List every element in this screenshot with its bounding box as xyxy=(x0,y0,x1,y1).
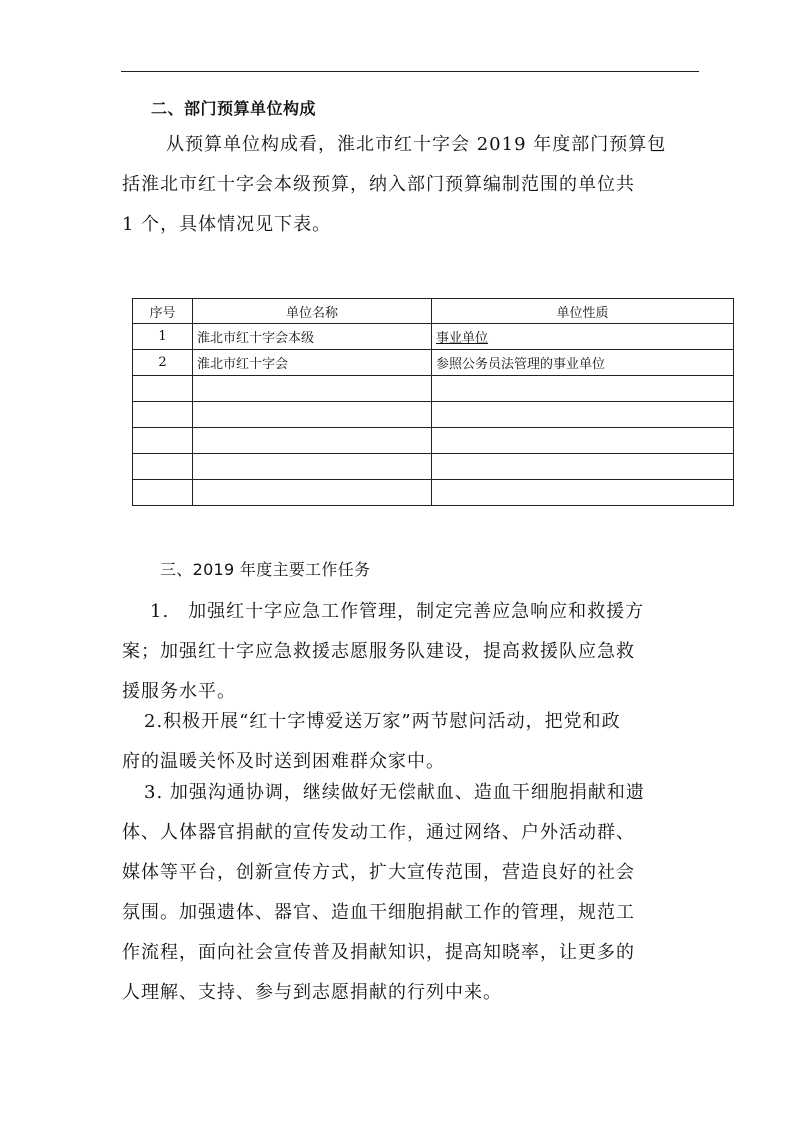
row-unit-name: 淮北市红十字会 xyxy=(193,350,432,376)
row-unit-name xyxy=(193,402,432,428)
paragraph-line: 括淮北市红十字会本级预算，纳入部门预算编制范围的单位共 xyxy=(122,174,635,195)
row-unit-name xyxy=(193,376,432,402)
row-index xyxy=(133,376,193,402)
budget-units-table xyxy=(132,298,734,506)
header-rule xyxy=(121,71,699,72)
table-header-row xyxy=(133,299,734,324)
paragraph-line: 2.积极开展“红十字博爱送万家”两节慰问活动，把党和政 xyxy=(144,711,621,732)
paragraph-line: 府的温暖关怀及时送到困难群众家中。 xyxy=(122,751,445,772)
row-index xyxy=(133,428,193,454)
table-row xyxy=(133,350,734,376)
task-item-1 xyxy=(122,592,702,712)
section3-heading: 三、2019 年度主要工作任务 xyxy=(160,560,371,579)
paragraph-line: 作流程，面向社会宣传普及捐献知识，提高知晓率，让更多的 xyxy=(122,942,635,963)
row-unit-type xyxy=(432,324,734,350)
table-row xyxy=(133,402,734,428)
section2-heading: 二、部门预算单位构成 xyxy=(151,99,317,118)
row-index: 2 xyxy=(133,350,193,376)
section2-paragraph xyxy=(122,125,702,245)
table-row xyxy=(133,376,734,402)
row-unit-name xyxy=(193,428,432,454)
row-unit-type: 参照公务员法管理的事业单位 xyxy=(432,350,734,376)
col-header-unit-name: 单位名称 xyxy=(193,299,432,324)
unit-type-link: 事业单位 xyxy=(436,331,489,346)
paragraph-line: 1. 加强红十字应急工作管理，制定完善应急响应和救援方 xyxy=(150,601,645,622)
row-unit-name xyxy=(193,480,432,506)
row-index xyxy=(133,454,193,480)
table-row xyxy=(133,454,734,480)
paragraph-line: 媒体等平台，创新宣传方式，扩大宣传范围，营造良好的社会 xyxy=(122,862,635,883)
paragraph-line: 1 个，具体情况见下表。 xyxy=(122,214,332,235)
row-unit-type xyxy=(432,480,734,506)
col-header-index: 序号 xyxy=(133,299,193,324)
paragraph-line: 3. 加强沟通协调，继续做好无偿献血、造血干细胞捐献和遗 xyxy=(144,782,645,803)
row-unit-type xyxy=(432,428,734,454)
paragraph-line: 体、人体器官捐献的宣传发动工作，通过网络、户外活动群、 xyxy=(122,822,635,843)
paragraph-line: 案；加强红十字应急救援志愿服务队建设，提高救援队应急救 xyxy=(122,641,635,662)
paragraph-line: 人理解、支持、参与到志愿捐献的行列中来。 xyxy=(122,982,502,1003)
row-index xyxy=(133,480,193,506)
col-header-unit-type: 单位性质 xyxy=(432,299,734,324)
row-unit-type xyxy=(432,376,734,402)
row-index: 1 xyxy=(133,324,193,350)
row-unit-type xyxy=(432,454,734,480)
row-unit-name xyxy=(193,454,432,480)
table-row xyxy=(133,428,734,454)
row-index xyxy=(133,402,193,428)
paragraph-line: 氛围。加强遗体、器官、造血干细胞捐献工作的管理，规范工 xyxy=(122,902,635,923)
table-row xyxy=(133,324,734,350)
task-item-2 xyxy=(122,702,702,782)
paragraph-line: 从预算单位构成看，淮北市红十字会 2019 年度部门预算包 xyxy=(166,134,667,155)
row-unit-name: 淮北市红十字会本级 xyxy=(193,324,432,350)
task-item-3 xyxy=(122,773,702,1013)
row-unit-type xyxy=(432,402,734,428)
paragraph-line: 援服务水平。 xyxy=(122,681,236,702)
table-row xyxy=(133,480,734,506)
